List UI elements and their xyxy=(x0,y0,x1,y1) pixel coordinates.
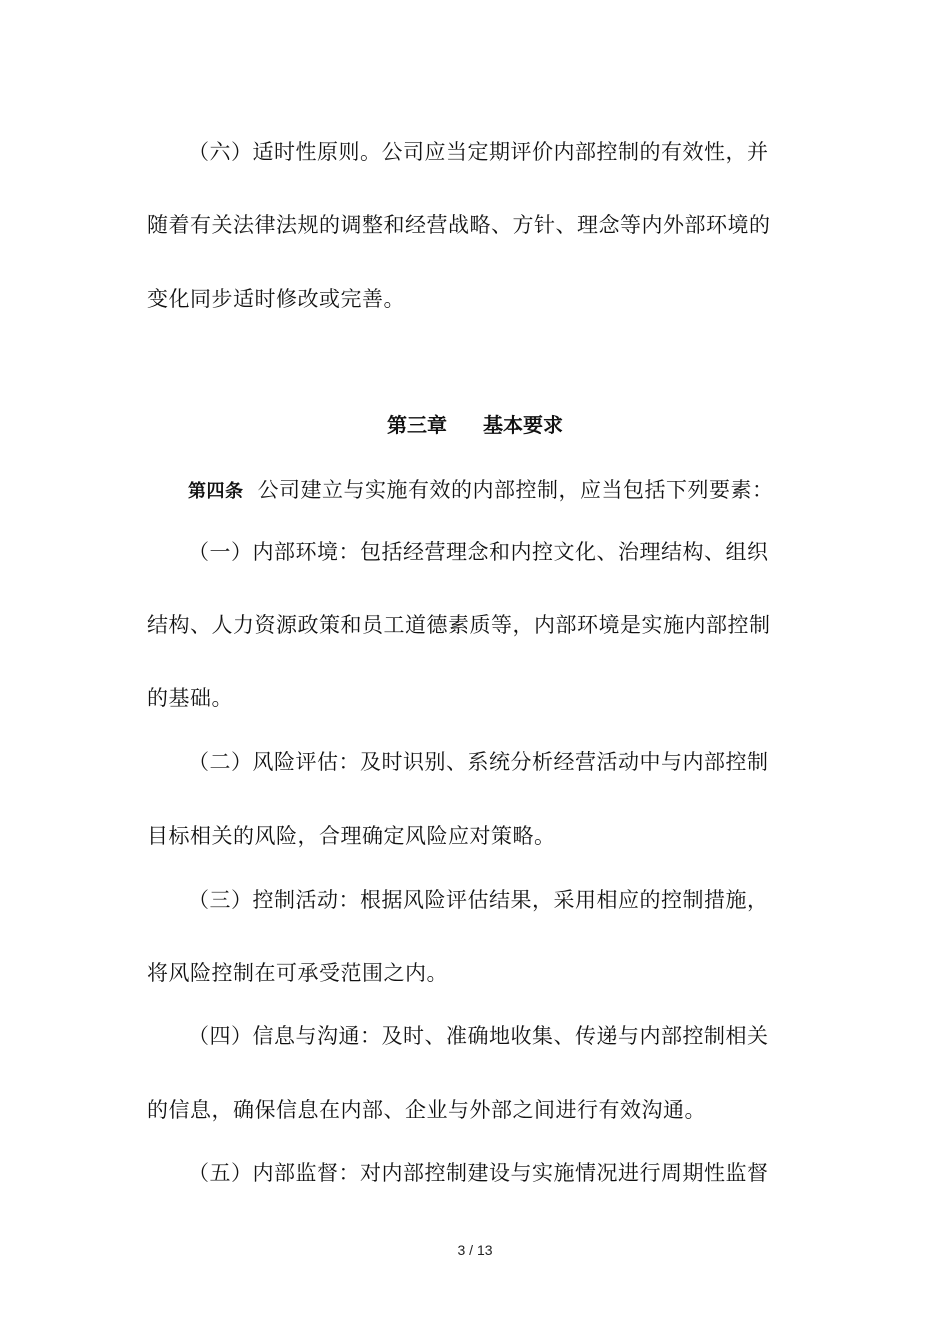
item-3-line-2: 将风险控制在可承受范围之内。 xyxy=(147,961,448,985)
chapter-heading xyxy=(0,409,950,441)
article-4 xyxy=(188,474,774,508)
item-5-line-1: （五）内部监督：对内部控制建设与实施情况进行周期性监督 xyxy=(188,1161,769,1185)
page-number: 3 / 13 xyxy=(457,1242,493,1258)
item-3-line-1: （三）控制活动：根据风险评估结果，采用相应的控制措施， xyxy=(188,888,769,912)
item-1-line-2: 结构、人力资源政策和员工道德素质等，内部环境是实施内部控制 xyxy=(147,613,771,637)
item-4-line-1: （四）信息与沟通：及时、准确地收集、传递与内部控制相关 xyxy=(188,1024,769,1048)
item-1-line-3: 的基础。 xyxy=(147,686,233,710)
paragraph-6-line-3: 变化同步适时修改或完善。 xyxy=(147,287,405,311)
item-1-line-1: （一）内部环境：包括经营理念和内控文化、治理结构、组织 xyxy=(188,540,769,564)
item-4-line-2: 的信息，确保信息在内部、企业与外部之间进行有效沟通。 xyxy=(147,1098,706,1122)
item-2-line-2: 目标相关的风险，合理确定风险应对策略。 xyxy=(147,824,556,848)
article-4-label: 第四条 xyxy=(188,481,244,502)
item-2-line-1: （二）风险评估：及时识别、系统分析经营活动中与内部控制 xyxy=(188,750,769,774)
paragraph-6-line-2: 随着有关法律法规的调整和经营战略、方针、理念等内外部环境的 xyxy=(147,213,771,237)
article-4-text: 公司建立与实施有效的内部控制，应当包括下列要素： xyxy=(257,478,774,502)
paragraph-6-line-1: （六）适时性原则。公司应当定期评价内部控制的有效性，并 xyxy=(188,140,769,164)
chapter-title: 基本要求 xyxy=(483,413,563,437)
chapter-number: 第三章 xyxy=(387,413,447,437)
